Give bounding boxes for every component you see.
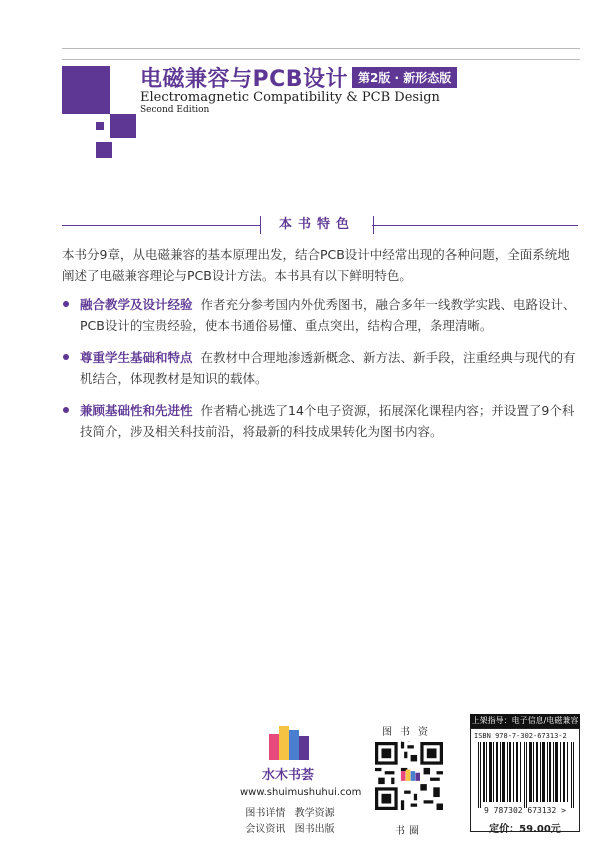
feature-text: 在教材中合理地渗透新概念、新方法、新手段，注重经典与现代的有机结合，体现教材是知识的载体。 bbox=[80, 350, 576, 386]
resources-caption: 书圈 bbox=[395, 826, 423, 837]
feature-lead: 融合教学及设计经验 bbox=[80, 297, 193, 312]
barcode-digits: 9 787302 673132 > bbox=[484, 806, 566, 815]
book-title: 电磁兼容与PCB设计 bbox=[140, 67, 349, 92]
bullet-icon bbox=[63, 407, 69, 413]
qr-code-icon bbox=[375, 742, 443, 810]
feature-lead: 尊重学生基础和特点 bbox=[80, 350, 193, 365]
bullet-icon bbox=[63, 354, 69, 360]
publisher-logo-icon bbox=[269, 726, 309, 760]
section-rule-right bbox=[372, 225, 578, 226]
publisher-brand: 水木书荟 bbox=[261, 768, 314, 783]
feature-lead: 兼顾基础性和先进性 bbox=[80, 403, 193, 418]
barcode-icon bbox=[478, 742, 574, 808]
feature-item bbox=[80, 347, 580, 389]
shelf-category: 上架指导：电子信息/电磁兼容 bbox=[470, 714, 580, 728]
bullet-icon bbox=[63, 301, 69, 307]
publisher-links-row: 会议资讯 图书出版 bbox=[245, 824, 335, 835]
feature-text: 作者精心挑选了14个电子资源，拓展深化课程内容；并设置了9个科技简介，涉及相关科技前沿，将最新的科技成果转化为图书内容。 bbox=[80, 403, 575, 439]
header-rule bbox=[62, 48, 580, 60]
publisher-links-row: 图书详情 教学资源 bbox=[245, 808, 335, 819]
section-rule-left bbox=[62, 225, 260, 226]
feature-text: 作者充分参考国内外优秀图书，融合多年一线教学实践、电路设计、PCB设计的宝贵经验，使本书通俗易懂、重点突出，结构合理，条理清晰。 bbox=[80, 297, 576, 333]
edition-english: Second Edition bbox=[140, 105, 210, 115]
price: 定价：59.00元 bbox=[489, 824, 561, 835]
section-title: 本书特色 bbox=[260, 216, 374, 234]
publisher-url: www.shuimushuhui.com bbox=[240, 787, 362, 798]
feature-item bbox=[80, 294, 580, 336]
intro-paragraph: 本书分9章，从电磁兼容的基本原理出发，结合PCB设计中经常出现的各种问题，全面系统地阐述了电磁兼容理论与PCB设计方法。本书具有以下鲜明特色。 bbox=[62, 247, 570, 283]
edition-badge: 第2版 · 新形态版 bbox=[352, 67, 457, 88]
resources-title: 图书资 bbox=[382, 727, 436, 738]
isbn-number: ISBN 978-7-302-67313-2 bbox=[474, 732, 567, 740]
book-title-english: Electromagnetic Compatibility & PCB Design bbox=[140, 90, 440, 105]
feature-item bbox=[80, 400, 580, 442]
